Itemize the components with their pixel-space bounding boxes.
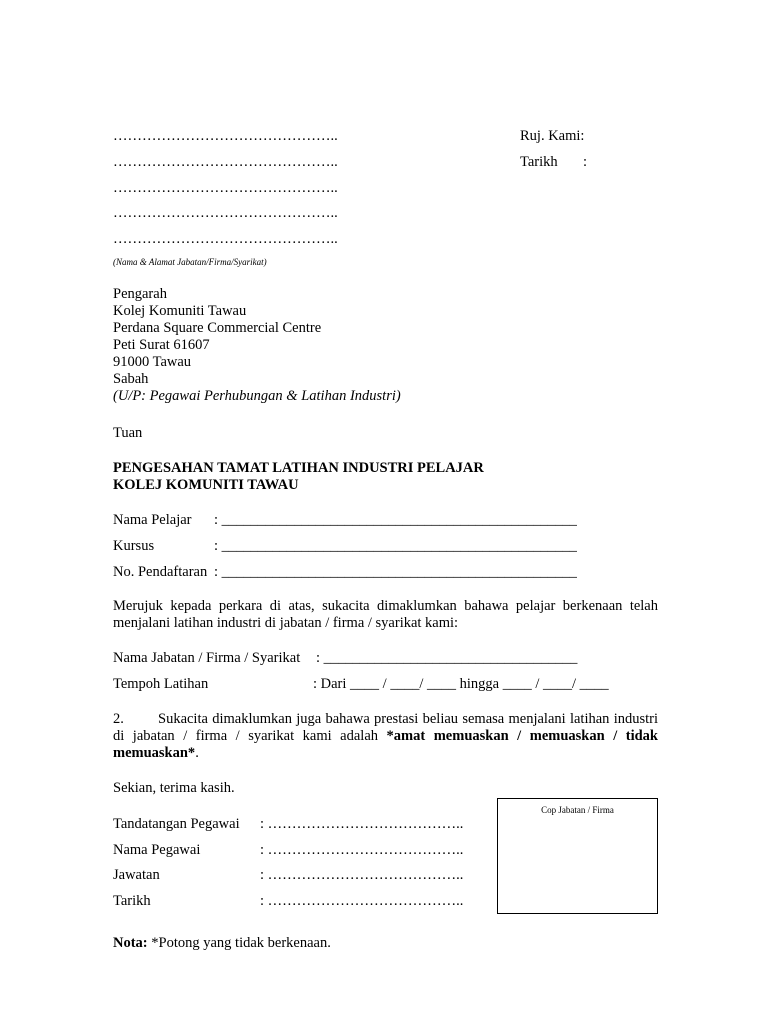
address-line-2: ……………………………………….. — [113, 154, 338, 170]
address-caption: (Nama & Alamat Jabatan/Firma/Syarikat) — [113, 257, 267, 267]
ref-label: Ruj. Kami: — [520, 128, 585, 144]
sign-date-field[interactable]: : ………………………………….. — [260, 893, 464, 909]
address-line-4: ……………………………………….. — [113, 205, 338, 221]
recipient-line: Peti Surat 61607 — [113, 337, 210, 353]
address-line-5: ……………………………………….. — [113, 231, 338, 247]
recipient-line: 91000 Tawau — [113, 354, 192, 370]
stamp-box — [497, 798, 658, 914]
position-field[interactable]: : ………………………………….. — [260, 867, 464, 883]
body-paragraph-2 — [113, 711, 658, 762]
subject-line-2: KOLEJ KOMUNITI TAWAU — [113, 477, 299, 493]
course-field[interactable]: : _________________________________________________ — [214, 538, 577, 554]
address-line-3: ……………………………………….. — [113, 180, 338, 196]
period-label: Tempoh Latihan — [113, 676, 209, 692]
student-name-field[interactable]: : _________________________________________________ — [214, 512, 577, 528]
closing-text: Sekian, terima kasih. — [113, 780, 235, 796]
performance-options: *amat memuaskan / memuaskan / tidak memuaskan* — [113, 728, 658, 761]
signature-label: Tandatangan Pegawai — [113, 816, 240, 832]
note-label: Nota: — [113, 935, 148, 951]
recipient-attention: (U/P: Pegawai Perhubungan & Latihan Industri) — [113, 388, 401, 404]
paragraph-number: 2. — [113, 711, 124, 727]
recipient-line: Pengarah — [113, 286, 167, 302]
note — [113, 935, 331, 952]
sign-date-label: Tarikh — [113, 893, 151, 909]
recipient-line: Perdana Square Commercial Centre — [113, 320, 322, 336]
registration-field[interactable]: : _________________________________________________ — [214, 564, 577, 580]
salutation: Tuan — [113, 425, 143, 441]
address-line-1: ……………………………………….. — [113, 128, 338, 144]
position-label: Jawatan — [113, 867, 160, 883]
paragraph-2-end: . — [195, 745, 199, 761]
recipient-line: Sabah — [113, 371, 149, 387]
firm-field[interactable]: : ___________________________________ — [316, 650, 578, 666]
period-field[interactable]: : Dari ____ / ____/ ____ hingga ____ / ____/ ____ — [313, 676, 609, 692]
officer-name-field[interactable]: : ………………………………….. — [260, 842, 464, 858]
recipient-block — [113, 286, 401, 405]
recipient-line: Kolej Komuniti Tawau — [113, 303, 247, 319]
date-label: Tarikh — [520, 154, 558, 170]
paragraph-2-text: Sukacita dimaklumkan juga bahawa prestasi beliau semasa menjalani latihan industri di jabatan / firma / syarikat kami adalah — [113, 711, 658, 744]
registration-label: No. Pendaftaran — [113, 564, 208, 580]
subject-line-1: PENGESAHAN TAMAT LATIHAN INDUSTRI PELAJAR — [113, 460, 484, 476]
body-paragraph-1: Merujuk kepada perkara di atas, sukacita dimaklumkan bahawa pelajar berkenaan telah menjalani latihan industri di jabatan / firma / syarikat kami: — [113, 598, 658, 631]
firm-label: Nama Jabatan / Firma / Syarikat — [113, 650, 301, 666]
course-label: Kursus — [113, 538, 155, 554]
date-colon: : — [583, 154, 588, 170]
stamp-label: Cop Jabatan / Firma — [541, 805, 614, 815]
officer-name-label: Nama Pegawai — [113, 842, 201, 858]
note-text: *Potong yang tidak berkenaan. — [147, 935, 331, 951]
signature-field[interactable]: : ………………………………….. — [260, 816, 464, 832]
student-name-label: Nama Pelajar — [113, 512, 192, 528]
